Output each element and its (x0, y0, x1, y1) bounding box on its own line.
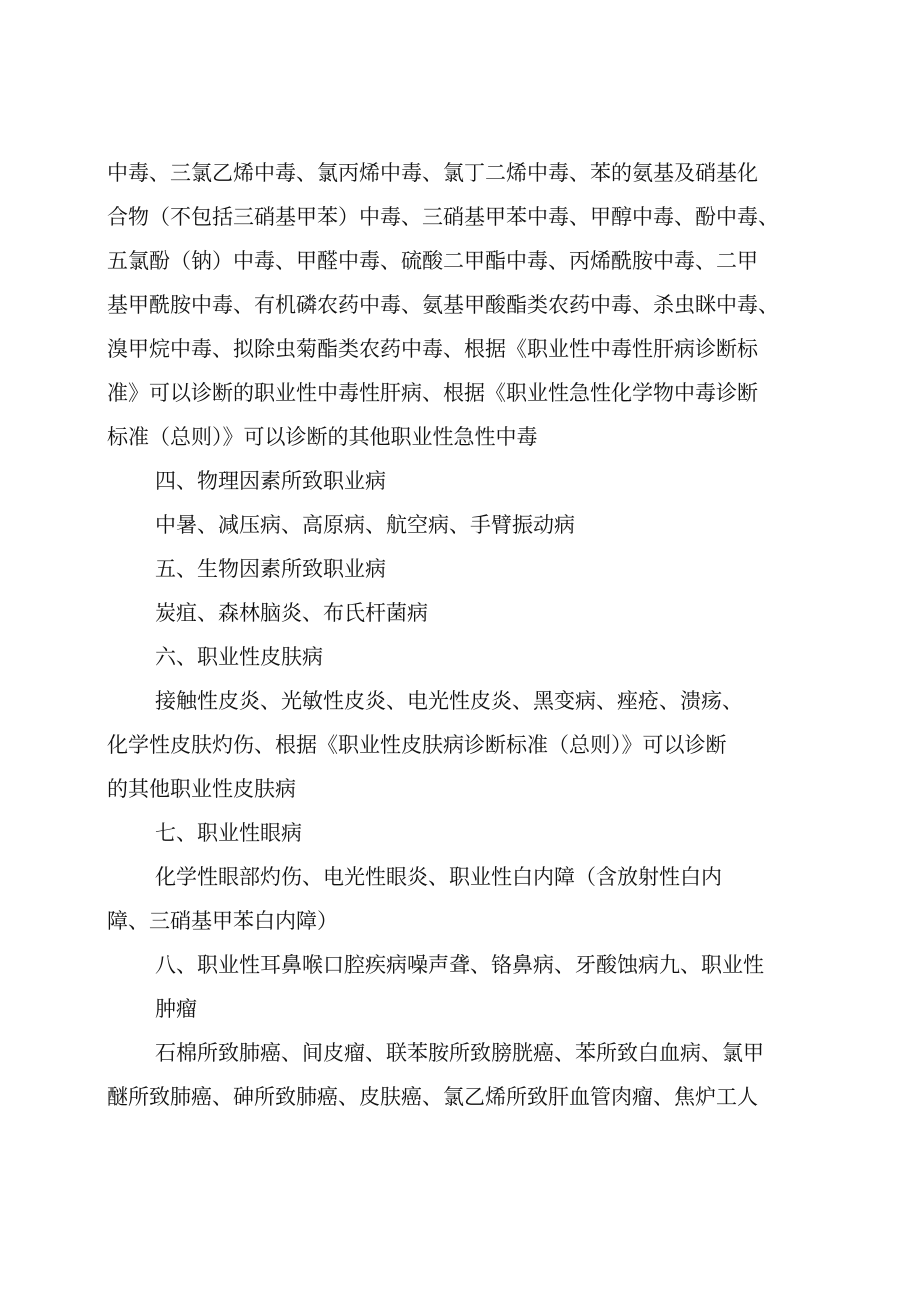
text-line: 基甲酰胺中毒、有机磷农药中毒、氨基甲酸酯类农药中毒、杀虫眯中毒、 (107, 293, 779, 317)
section-heading: 五、生物因素所致职业病 (155, 557, 386, 581)
text-line: 标准（总则）》可以诊断的其他职业性急性中毒 (107, 425, 538, 449)
text-line: 五氯酚（钠）中毒、甲醛中毒、硫酸二甲酯中毒、丙烯酰胺中毒、二甲 (107, 249, 758, 273)
text-line: 的其他职业性皮肤病 (107, 777, 296, 801)
text-line: 石棉所致肺癌、间皮瘤、联苯胺所致膀胱癌、苯所致白血病、氯甲 (155, 1041, 764, 1065)
text-line: 醚所致肺癌、砷所致肺癌、皮肤癌、氯乙烯所致肝血管肉瘤、焦炉工人 (107, 1085, 758, 1109)
text-line: 合物（不包括三硝基甲苯）中毒、三硝基甲苯中毒、甲醇中毒、酚中毒、 (107, 205, 779, 229)
text-line: 炭疽、森林脑炎、布氏杆菌病 (155, 601, 428, 625)
section-heading: 八、职业性耳鼻喉口腔疾病噪声聋、铬鼻病、牙酸蚀病九、职业性 (155, 953, 764, 977)
section-heading: 四、物理因素所致职业病 (155, 469, 386, 493)
text-line: 接触性皮炎、光敏性皮炎、电光性皮炎、黑变病、痤疮、溃疡、 (155, 689, 743, 713)
text-line: 化学性眼部灼伤、电光性眼炎、职业性白内障（含放射性白内 (155, 865, 722, 889)
text-line: 准》可以诊断的职业性中毒性肝病、根据《职业性急性化学物中毒诊断 (107, 381, 758, 405)
text-line: 中暑、减压病、高原病、航空病、手臂振动病 (155, 513, 575, 537)
text-line: 中毒、三氯乙烯中毒、氯丙烯中毒、氯丁二烯中毒、苯的氨基及硝基化 (107, 161, 758, 185)
section-heading: 六、职业性皮肤病 (155, 645, 323, 669)
text-line: 化学性皮肤灼伤、根据《职业性皮肤病诊断标准（总则）》可以诊断 (107, 733, 727, 757)
section-heading: 七、职业性眼病 (155, 821, 302, 845)
text-line: 障、三硝基甲苯白内障） (107, 909, 338, 933)
section-heading: 肿瘤 (155, 997, 197, 1021)
text-line: 溴甲烷中毒、拟除虫菊酯类农药中毒、根据《职业性中毒性肝病诊断标 (107, 337, 758, 361)
